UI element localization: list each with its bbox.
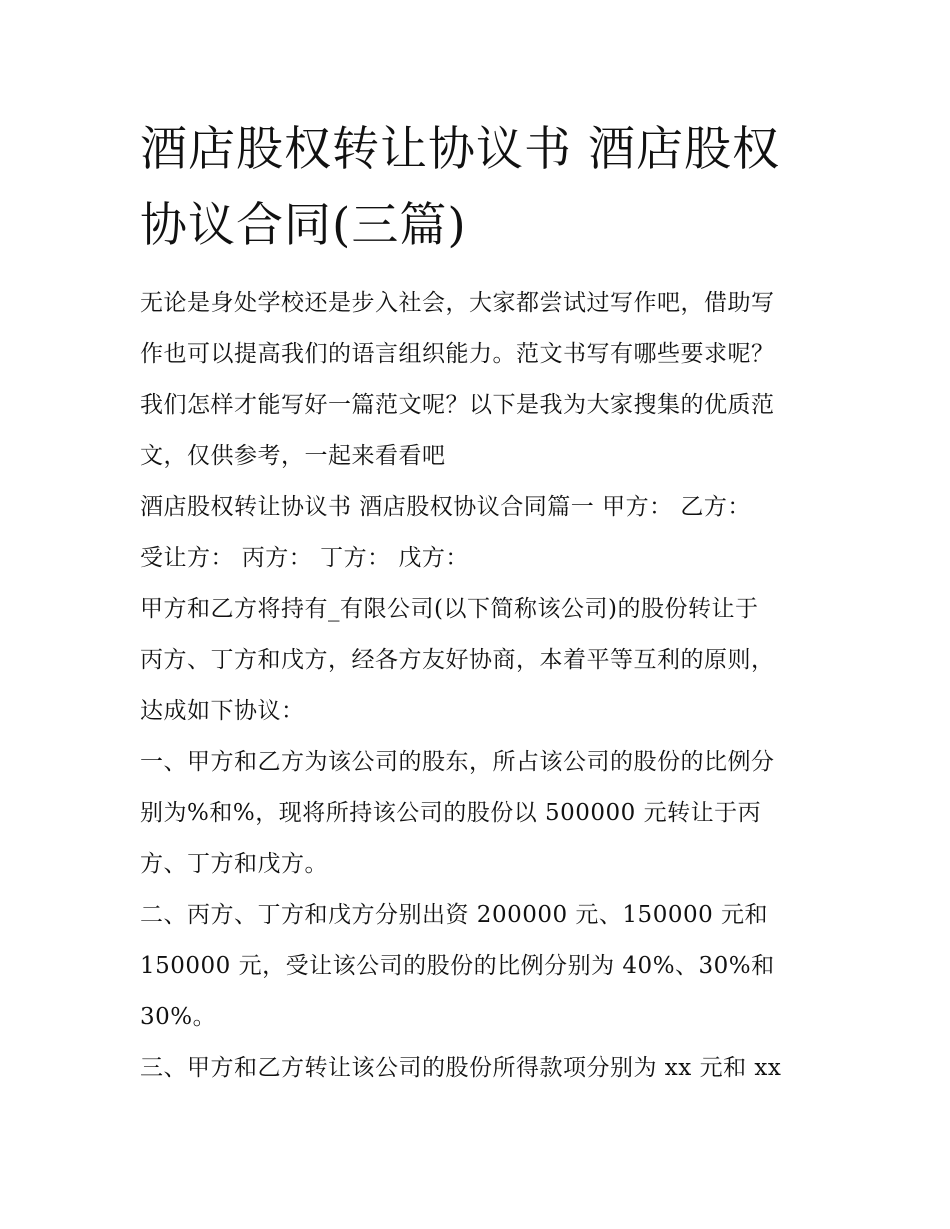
parties-text: 受让方： 丙方： 丁方： 戊方： [140,545,469,571]
preamble-line: 丙方、丁方和戊方，经各方友好协商，本着平等互利的原则， [140,647,775,673]
clause-1 [140,737,820,890]
preamble-paragraph [140,584,820,737]
clause-2-line: 30%。 [140,1004,217,1030]
document-page [140,112,820,1094]
section-heading [140,482,820,533]
section-heading-line: 酒店股权转让协议书 酒店股权协议合同篇一 甲方： 乙方： [140,494,751,520]
preamble-line: 甲方和乙方将持有_有限公司(以下简称该公司)的股份转让于 [140,596,759,622]
clause-2-line: 150000 元，受让该公司的股份的比例分别为 40%、30%和 [140,953,775,979]
clause-3 [140,1043,820,1094]
clause-1-line: 别为%和%，现将所持该公司的股份以 500000 元转让于丙 [140,800,762,826]
intro-line: 我们怎样才能写好一篇范文呢？以下是我为大家搜集的优质范 [140,392,775,418]
document-title [140,112,820,264]
title-line: 协议合同(三篇) [140,198,467,253]
intro-line: 作也可以提高我们的语言组织能力。范文书写有哪些要求呢？ [140,341,775,367]
clause-2-line: 二、丙方、丁方和戊方分别出资 200000 元、150000 元和 [140,902,769,928]
clause-1-line: 一、甲方和乙方为该公司的股东，所占该公司的股份的比例分 [140,749,775,775]
intro-line: 文，仅供参考，一起来看看吧 [140,443,446,469]
intro-paragraph [140,278,820,482]
title-line: 酒店股权转让协议书 酒店股权 [140,122,780,177]
clause-1-line: 方、丁方和戊方。 [140,851,328,877]
clause-2 [140,890,820,1043]
parties-line [140,533,820,584]
preamble-line: 达成如下协议： [140,698,305,724]
clause-3-line: 三、甲方和乙方转让该公司的股份所得款项分别为 xx 元和 xx [140,1055,782,1081]
intro-line: 无论是身处学校还是步入社会，大家都尝试过写作吧，借助写 [140,290,775,316]
